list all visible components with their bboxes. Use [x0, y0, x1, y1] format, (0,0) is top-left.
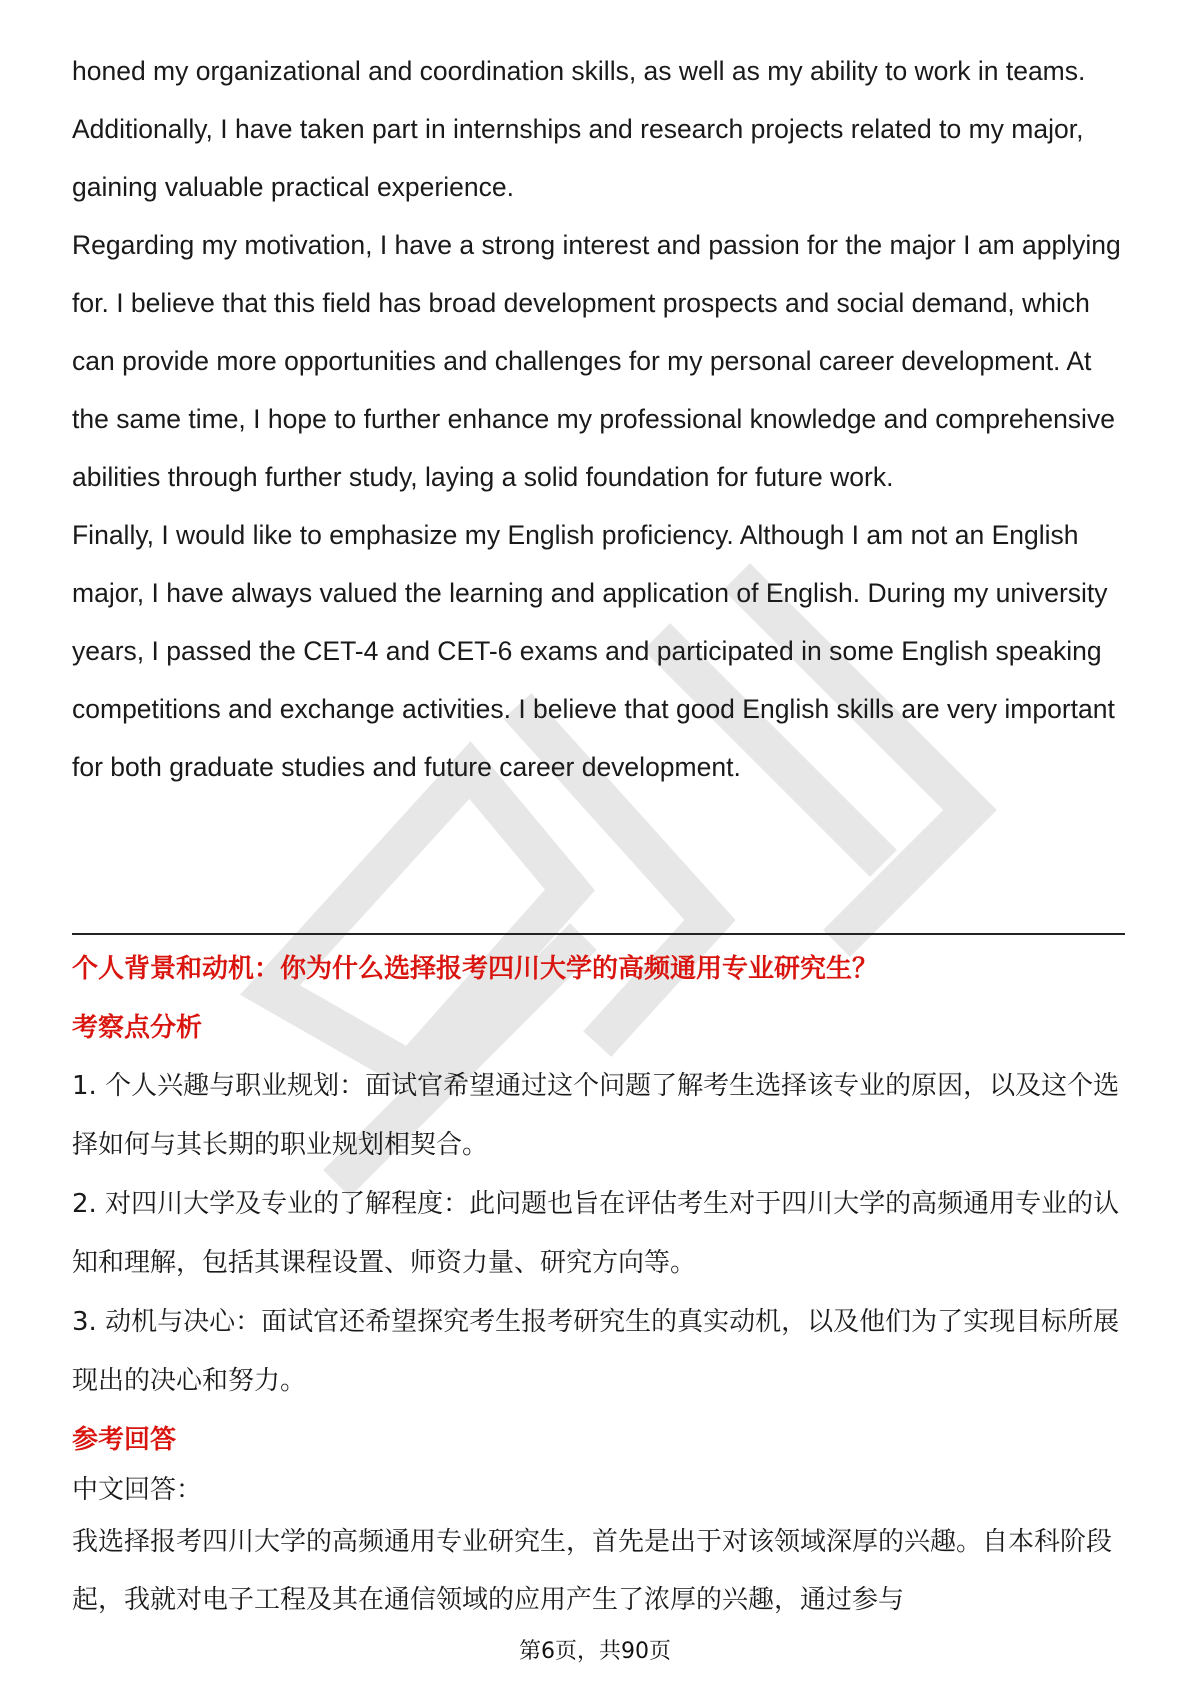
reference-heading: 参考回答 [72, 1425, 177, 1455]
reference-section [72, 1420, 1122, 1460]
chinese-answer-text: 我选择报考四川大学的高频通用专业研究生，首先是出于对该领域深厚的兴趣。自本科阶段起，我就对电子工程及其在通信领域的应用产生了浓厚的兴趣，通过参与 [72, 1527, 1113, 1615]
chinese-answer-label: 中文回答： [72, 1475, 203, 1505]
english-paragraph-1: honed my organizational and coordination skills, as well as my ability to work in teams. Additionally, I have taken part in internships and research projects related to my major, gaining valuable practical experience. [72, 56, 1086, 202]
english-paragraph-3: Finally, I would like to emphasize my English proficiency. Although I am not an English major, I have always valued the learning and application of English. During my university years, I passed the CET-4 and CET-6 exams and participated in some English speaking competitions and exchange activities. I believe that good English skills are very important for both graduate studies and future career development. [72, 520, 1115, 782]
analysis-point-1: 1. 个人兴趣与职业规划：面试官希望通过这个问题了解考生选择该专业的原因，以及这个选择如何与其长期的职业规划相契合。 [72, 1071, 1120, 1160]
page-footer: 第6页，共90页 [519, 1639, 671, 1664]
question-section [72, 949, 1122, 989]
question-title: 个人背景和动机：你为什么选择报考四川大学的高频通用专业研究生？ [72, 954, 879, 984]
chinese-answer-section [72, 1467, 1122, 1629]
section-divider [72, 933, 1125, 935]
analysis-points [72, 1057, 1122, 1411]
analysis-section [72, 1008, 1122, 1048]
analysis-point-3: 3. 动机与决心：面试官还希望探究考生报考研究生的真实动机，以及他们为了实现目标所展现出的决心和努力。 [72, 1307, 1120, 1396]
analysis-point-2: 2. 对四川大学及专业的了解程度：此问题也旨在评估考生对于四川大学的高频通用专业的认知和理解，包括其课程设置、师资力量、研究方向等。 [72, 1189, 1120, 1278]
english-answer-section [72, 42, 1122, 796]
analysis-heading: 考察点分析 [72, 1013, 203, 1043]
english-paragraph-2: Regarding my motivation, I have a strong interest and passion for the major I am applying for. I believe that this field has broad development prospects and social demand, which can provide more opportunities and challenges for my personal career development. At the same time, I hope to further enhance my professional knowledge and comprehensive abilities through further study, laying a solid foundation for future work. [72, 230, 1121, 492]
